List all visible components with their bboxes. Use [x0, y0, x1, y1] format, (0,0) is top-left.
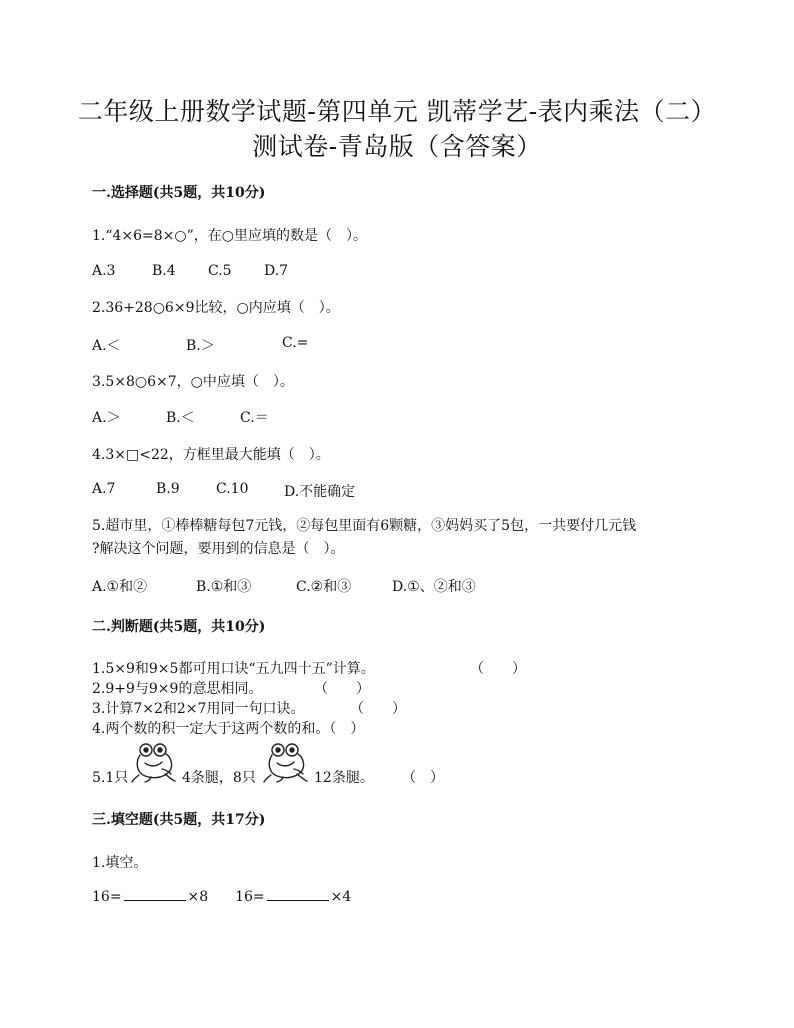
equation-right: ×4: [330, 889, 352, 905]
question-3-1: 1.填空。: [92, 855, 148, 871]
section-heading-judge: 二.判断题(共5题，共10分): [92, 619, 266, 635]
frog-icon: [263, 741, 309, 783]
answer-blank[interactable]: [124, 888, 186, 901]
answer-paren[interactable]: （ ）: [402, 770, 444, 786]
option-c[interactable]: C.5: [208, 263, 232, 279]
answer-paren[interactable]: （ ）: [470, 661, 526, 677]
question-2-4: 4.两个数的积一定大于这两个数的和。（ ）: [92, 721, 365, 737]
option-b[interactable]: B.4: [152, 263, 176, 279]
option-a[interactable]: A.3: [92, 263, 116, 279]
option-b[interactable]: B.9: [156, 481, 180, 497]
question-1-5-line2: ?解决这个问题，要用到的信息是（ ）。: [92, 541, 345, 557]
question-2-2: [92, 678, 370, 698]
option-d[interactable]: D.①、②和③: [392, 579, 476, 595]
option-c[interactable]: C.10: [216, 481, 249, 497]
frog-icon: [131, 741, 177, 783]
option-c[interactable]: C.=: [282, 335, 309, 351]
question-1-4: 4.3×□<22，方框里最大能填（ ）。: [92, 447, 330, 463]
question-2-3: [92, 698, 406, 718]
equation-right: ×8: [187, 889, 209, 905]
option-b[interactable]: B.①和③: [196, 579, 252, 595]
option-c[interactable]: C.②和③: [296, 579, 352, 595]
question-1-5-line1: 5.超市里，①棒棒糖每包7元钱，②每包里面有6颗糖，③妈妈买了5包，一共要付几元钱: [92, 518, 637, 534]
section-heading-fill: 三.填空题(共5题，共17分): [92, 812, 266, 828]
question-text-part2: 4条腿，8只: [182, 770, 256, 786]
question-text: 3.计算7×2和2×7用同一句口诀。: [92, 701, 305, 717]
answer-paren[interactable]: （ ）: [314, 681, 370, 697]
option-a[interactable]: A.＞: [92, 410, 121, 426]
answer-paren[interactable]: （ ）: [350, 701, 406, 717]
page-title-line2: 测试卷-青岛版（含答案）: [252, 132, 542, 161]
question-text-part3: 12条腿。: [314, 770, 374, 786]
option-a[interactable]: A.7: [92, 481, 116, 497]
question-1-2: 2.36+28○6×9比较，○内应填（ ）。: [92, 300, 340, 316]
question-2-1: [92, 658, 526, 678]
question-1-1: 1.“4×6=8×○”，在○里应填的数是（ ）。: [92, 228, 368, 244]
option-a[interactable]: A.＜: [92, 338, 121, 354]
question-text-part1: 5.1只: [92, 770, 129, 786]
equation-left: 16=: [92, 889, 122, 905]
section-heading-choice: 一.选择题(共5题，共10分): [92, 185, 266, 201]
option-a[interactable]: A.①和②: [92, 579, 148, 595]
equation-left: 16=: [235, 889, 265, 905]
option-b[interactable]: B.＞: [186, 338, 215, 354]
option-c[interactable]: C.＝: [240, 410, 269, 426]
option-d[interactable]: D.不能确定: [284, 484, 356, 500]
option-d[interactable]: D.7: [264, 263, 289, 279]
question-1-3: 3.5×8○6×7，○中应填（ ）。: [92, 374, 294, 390]
question-2-5: [92, 767, 444, 787]
page-title-line1: 二年级上册数学试题-第四单元 凯蒂学艺-表内乘法（二）: [77, 97, 717, 126]
answer-blank[interactable]: [267, 888, 329, 901]
option-b[interactable]: B.＜: [166, 410, 195, 426]
fill-equations: [92, 888, 351, 905]
question-text: 2.9+9与9×9的意思相同。: [92, 681, 263, 697]
question-text: 1.5×9和9×5都可用口诀“五九四十五”计算。: [92, 661, 375, 677]
